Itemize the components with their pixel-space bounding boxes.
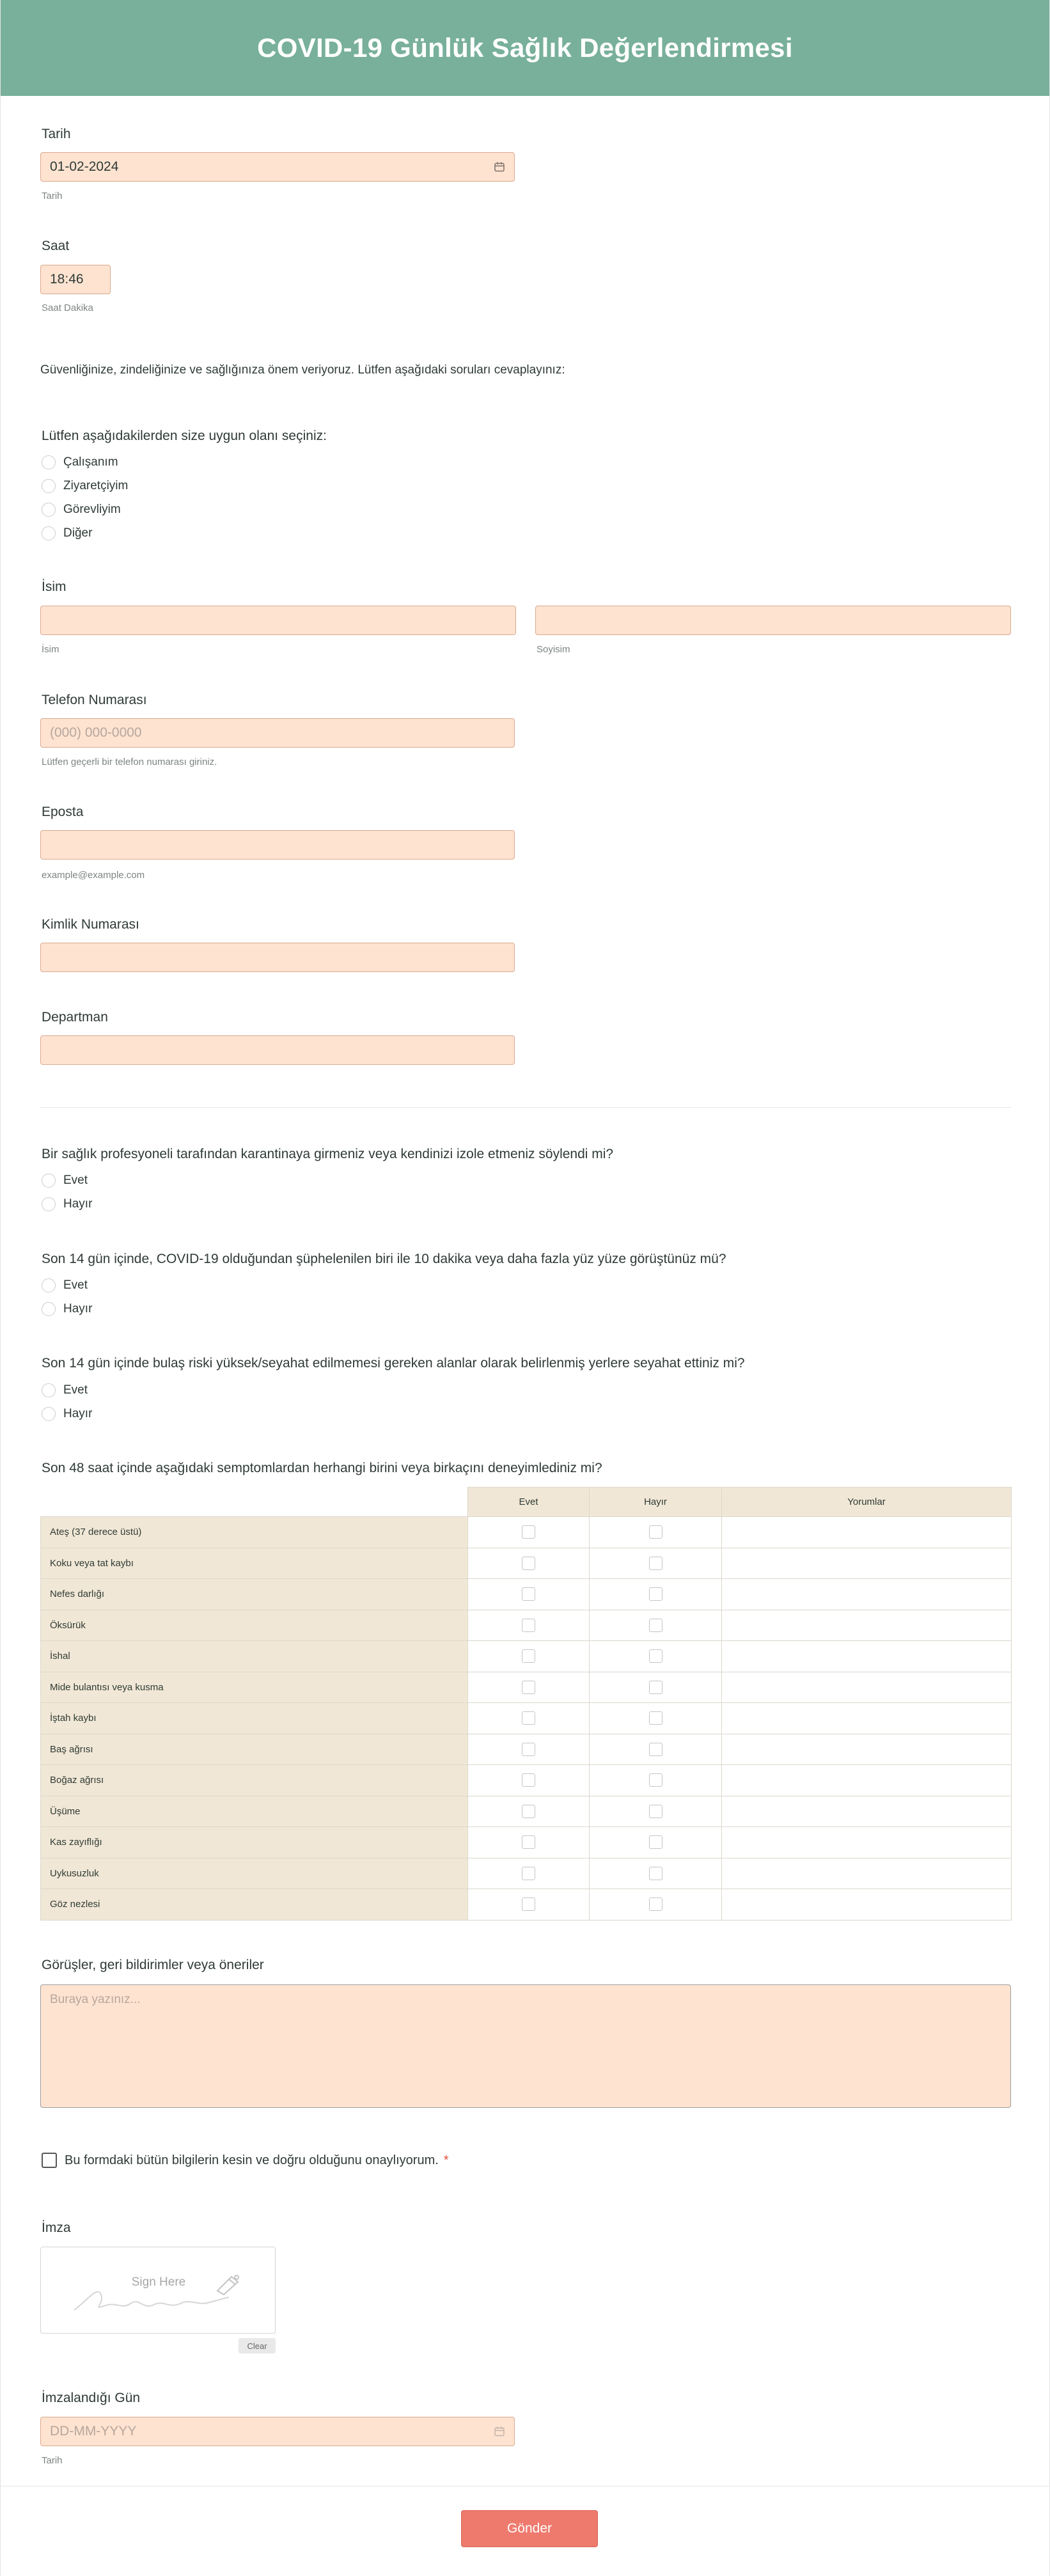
radio-label: Hayır xyxy=(63,1406,93,1420)
checkbox-no[interactable] xyxy=(649,1681,662,1694)
last-name-sublabel: Soyisim xyxy=(537,644,570,655)
matrix-column-yes: Evet xyxy=(468,1488,590,1517)
comment-input[interactable] xyxy=(722,1672,1012,1703)
radio-button[interactable] xyxy=(42,455,56,469)
checkbox-yes[interactable] xyxy=(522,1805,535,1818)
checkbox-no[interactable] xyxy=(649,1805,662,1818)
checkbox-no[interactable] xyxy=(649,1557,662,1570)
symptom-label: Ateş (37 derece üstü) xyxy=(41,1517,468,1548)
matrix-cell-no xyxy=(590,1579,722,1610)
comment-input[interactable] xyxy=(722,1610,1012,1641)
department-input[interactable] xyxy=(40,1035,515,1065)
email-sublabel: example@example.com xyxy=(42,870,145,881)
radio-label: Hayır xyxy=(63,1301,93,1315)
matrix-cell-no xyxy=(590,1858,722,1889)
matrix-cell-no xyxy=(590,1610,722,1641)
date-input[interactable] xyxy=(40,152,515,182)
checkbox-yes[interactable] xyxy=(522,1649,535,1663)
matrix-cell-no xyxy=(590,1672,722,1703)
matrix-cell-no xyxy=(590,1827,722,1858)
comment-input[interactable] xyxy=(722,1796,1012,1827)
matrix-cell-yes xyxy=(468,1765,590,1796)
radio-label: Evet xyxy=(63,1173,88,1187)
comment-input[interactable] xyxy=(722,1765,1012,1796)
matrix-corner xyxy=(41,1488,468,1517)
table-row xyxy=(41,1672,1012,1703)
comment-input[interactable] xyxy=(722,1827,1012,1858)
signed-date-sublabel: Tarih xyxy=(42,2455,63,2466)
time-value: 18:46 xyxy=(50,272,84,287)
table-row xyxy=(41,1610,1012,1641)
symptom-label: Nefes darlığı xyxy=(41,1579,468,1610)
time-sublabel: Saat Dakika xyxy=(42,302,93,313)
checkbox-yes[interactable] xyxy=(522,1681,535,1694)
comment-input[interactable] xyxy=(722,1641,1012,1672)
table-row xyxy=(41,1517,1012,1548)
clear-signature-button[interactable]: Clear xyxy=(239,2338,276,2353)
checkbox-no[interactable] xyxy=(649,1835,662,1849)
checkbox-no[interactable] xyxy=(649,1897,662,1911)
question-travel-options xyxy=(42,1378,92,1425)
date-sublabel: Tarih xyxy=(42,191,63,201)
checkbox-no[interactable] xyxy=(649,1867,662,1880)
checkbox-yes[interactable] xyxy=(522,1557,535,1570)
first-name-input[interactable] xyxy=(40,606,516,635)
signed-date-placeholder: DD-MM-YYYY xyxy=(50,2424,137,2439)
matrix-cell-no xyxy=(590,1517,722,1548)
radio-button[interactable] xyxy=(42,1197,56,1211)
checkbox-yes[interactable] xyxy=(522,1711,535,1725)
symptom-label: Kas zayıflığı xyxy=(41,1827,468,1858)
question-quarantine-label: Bir sağlık profesyoneli tarafından karantinaya girmeniz veya kendinizi izole etmeniz söylendi mi? xyxy=(42,1147,614,1161)
question-quarantine-options xyxy=(42,1168,92,1216)
symptom-label: Öksürük xyxy=(41,1610,468,1641)
form-header xyxy=(1,0,1049,96)
option-no[interactable] xyxy=(42,1402,92,1425)
matrix-cell-yes xyxy=(468,1796,590,1827)
symptom-label: Boğaz ağrısı xyxy=(41,1765,468,1796)
symptom-label: Üşüme xyxy=(41,1796,468,1827)
section-divider xyxy=(40,1107,1011,1108)
option-yes[interactable] xyxy=(42,1378,92,1402)
matrix-cell-yes xyxy=(468,1579,590,1610)
radio-label: Evet xyxy=(63,1278,88,1292)
comment-input[interactable] xyxy=(722,1734,1012,1765)
role-option-staff[interactable] xyxy=(42,498,128,521)
radio-button[interactable] xyxy=(42,479,56,493)
matrix-cell-no xyxy=(590,1889,722,1920)
role-option-employee[interactable] xyxy=(42,450,128,474)
option-yes[interactable] xyxy=(42,1273,92,1297)
email-label: Eposta xyxy=(42,805,84,819)
radio-button[interactable] xyxy=(42,1302,56,1316)
question-contact-options xyxy=(42,1273,92,1321)
radio-button[interactable] xyxy=(42,1407,56,1421)
checkbox-no[interactable] xyxy=(649,1525,662,1539)
symptoms-label: Son 48 saat içinde aşağıdaki semptomlardan herhangi birini veya birkaçını deneyimlediniz mi? xyxy=(42,1461,602,1475)
confirmation-checkbox[interactable] xyxy=(42,2153,57,2168)
question-contact-label: Son 14 gün içinde, COVID-19 olduğundan şüphelenilen biri ile 10 dakika veya daha fazla yüz yüze görüştünüz mü? xyxy=(42,1252,726,1266)
date-value: 01-02-2024 xyxy=(50,159,119,174)
checkbox-no[interactable] xyxy=(649,1743,662,1756)
checkbox-yes[interactable] xyxy=(522,1897,535,1911)
table-row xyxy=(41,1827,1012,1858)
feedback-label: Görüşler, geri bildirimler veya öneriler xyxy=(42,1958,264,1972)
calendar-icon[interactable] xyxy=(494,2426,505,2437)
radio-label: Çalışanım xyxy=(63,455,118,469)
checkbox-yes[interactable] xyxy=(522,1867,535,1880)
symptom-label: Baş ağrısı xyxy=(41,1734,468,1765)
radio-button[interactable] xyxy=(42,503,56,517)
radio-button[interactable] xyxy=(42,1174,56,1188)
table-row xyxy=(41,1765,1012,1796)
symptom-label: Mide bulantısı veya kusma xyxy=(41,1672,468,1703)
form-title: COVID-19 Günlük Sağlık Değerlendirmesi xyxy=(257,33,793,63)
checkbox-yes[interactable] xyxy=(522,1619,535,1632)
symptoms-matrix xyxy=(40,1487,1012,1920)
matrix-cell-yes xyxy=(468,1548,590,1579)
matrix-cell-no xyxy=(590,1641,722,1672)
symptom-label: Koku veya tat kaybı xyxy=(41,1548,468,1579)
table-row xyxy=(41,1858,1012,1889)
checkbox-no[interactable] xyxy=(649,1711,662,1725)
phone-placeholder: (000) 000-0000 xyxy=(50,725,142,740)
required-mark: * xyxy=(443,2153,449,2167)
matrix-cell-yes xyxy=(468,1703,590,1734)
name-label: İsim xyxy=(42,579,67,594)
time-input[interactable] xyxy=(40,265,111,294)
radio-button[interactable] xyxy=(42,1383,56,1397)
option-no[interactable] xyxy=(42,1192,92,1216)
comment-input[interactable] xyxy=(722,1579,1012,1610)
confirmation-row xyxy=(42,2153,449,2168)
phone-input[interactable] xyxy=(40,718,515,748)
radio-button[interactable] xyxy=(42,1278,56,1292)
id-input[interactable] xyxy=(40,943,515,972)
signature-label: İmza xyxy=(42,2220,71,2235)
symptom-label: Uykusuzluk xyxy=(41,1858,468,1889)
symptom-label: Göz nezlesi xyxy=(41,1889,468,1920)
matrix-cell-yes xyxy=(468,1641,590,1672)
role-option-other[interactable] xyxy=(42,521,128,545)
first-name-sublabel: İsim xyxy=(42,644,59,655)
checkbox-no[interactable] xyxy=(649,1619,662,1632)
signed-date-input[interactable] xyxy=(40,2417,515,2446)
checkbox-yes[interactable] xyxy=(522,1743,535,1756)
signature-hint: Sign Here xyxy=(131,2275,186,2289)
checkbox-yes[interactable] xyxy=(522,1773,535,1787)
option-yes[interactable] xyxy=(42,1168,92,1192)
checkbox-no[interactable] xyxy=(649,1587,662,1601)
calendar-icon[interactable] xyxy=(494,161,505,173)
checkbox-yes[interactable] xyxy=(522,1525,535,1539)
symptom-label: İştah kaybı xyxy=(41,1703,468,1734)
radio-label: Görevliyim xyxy=(63,502,121,516)
submit-button[interactable]: Gönder xyxy=(461,2510,598,2547)
checkbox-no[interactable] xyxy=(649,1649,662,1663)
symptom-label: İshal xyxy=(41,1641,468,1672)
checkbox-yes[interactable] xyxy=(522,1587,535,1601)
radio-label: Evet xyxy=(63,1383,88,1397)
intro-text: Güvenliğinize, zindeliğinize ve sağlığınıza önem veriyoruz. Lütfen aşağıdaki soruları cevaplayınız: xyxy=(40,363,565,377)
matrix-cell-no xyxy=(590,1703,722,1734)
checkbox-no[interactable] xyxy=(649,1773,662,1787)
option-no[interactable] xyxy=(42,1297,92,1321)
table-row xyxy=(41,1641,1012,1672)
radio-label: Hayır xyxy=(63,1197,93,1211)
table-row xyxy=(41,1579,1012,1610)
matrix-cell-no xyxy=(590,1796,722,1827)
signature-pad[interactable] xyxy=(40,2247,276,2334)
comment-input[interactable] xyxy=(722,1889,1012,1920)
matrix-cell-yes xyxy=(468,1827,590,1858)
phone-sublabel: Lütfen geçerli bir telefon numarası giriniz. xyxy=(42,757,217,767)
comment-input[interactable] xyxy=(722,1858,1012,1889)
id-label: Kimlik Numarası xyxy=(42,917,139,932)
table-row xyxy=(41,1796,1012,1827)
role-options xyxy=(42,450,128,545)
date-label: Tarih xyxy=(42,127,71,141)
phone-label: Telefon Numarası xyxy=(42,693,147,707)
matrix-cell-yes xyxy=(468,1610,590,1641)
table-row xyxy=(41,1548,1012,1579)
feedback-textarea[interactable] xyxy=(40,1984,1011,2108)
matrix-cell-yes xyxy=(468,1517,590,1548)
matrix-cell-yes xyxy=(468,1734,590,1765)
comment-input[interactable] xyxy=(722,1703,1012,1734)
matrix-column-comments: Yorumlar xyxy=(722,1488,1012,1517)
matrix-cell-yes xyxy=(468,1858,590,1889)
comment-input[interactable] xyxy=(722,1517,1012,1548)
pen-icon xyxy=(212,2272,244,2297)
matrix-cell-yes xyxy=(468,1672,590,1703)
email-input[interactable] xyxy=(40,830,515,860)
radio-label: Ziyaretçiyim xyxy=(63,478,129,492)
matrix-cell-no xyxy=(590,1548,722,1579)
table-row xyxy=(41,1734,1012,1765)
radio-button[interactable] xyxy=(42,526,56,540)
role-question-label: Lütfen aşağıdakilerden size uygun olanı seçiniz: xyxy=(42,428,327,443)
matrix-cell-no xyxy=(590,1765,722,1796)
role-option-visitor[interactable] xyxy=(42,474,128,498)
last-name-input[interactable] xyxy=(535,606,1011,635)
table-row xyxy=(41,1889,1012,1920)
matrix-cell-yes xyxy=(468,1889,590,1920)
radio-label: Diğer xyxy=(63,526,93,540)
department-label: Departman xyxy=(42,1010,108,1025)
matrix-cell-no xyxy=(590,1734,722,1765)
feedback-placeholder: Buraya yazınız... xyxy=(50,1993,141,2006)
table-row xyxy=(41,1703,1012,1734)
question-travel-label: Son 14 gün içinde bulaş riski yüksek/seyahat edilmemesi gereken alanlar olarak belirlenmiş yerlere seyahat ettiniz mi? xyxy=(42,1356,745,1370)
matrix-column-no: Hayır xyxy=(590,1488,722,1517)
confirmation-label: Bu formdaki bütün bilgilerin kesin ve doğru olduğunu onaylıyorum. xyxy=(65,2153,439,2167)
time-label: Saat xyxy=(42,239,70,253)
signed-date-label: İmzalandığı Gün xyxy=(42,2391,141,2405)
checkbox-yes[interactable] xyxy=(522,1835,535,1849)
comment-input[interactable] xyxy=(722,1548,1012,1579)
